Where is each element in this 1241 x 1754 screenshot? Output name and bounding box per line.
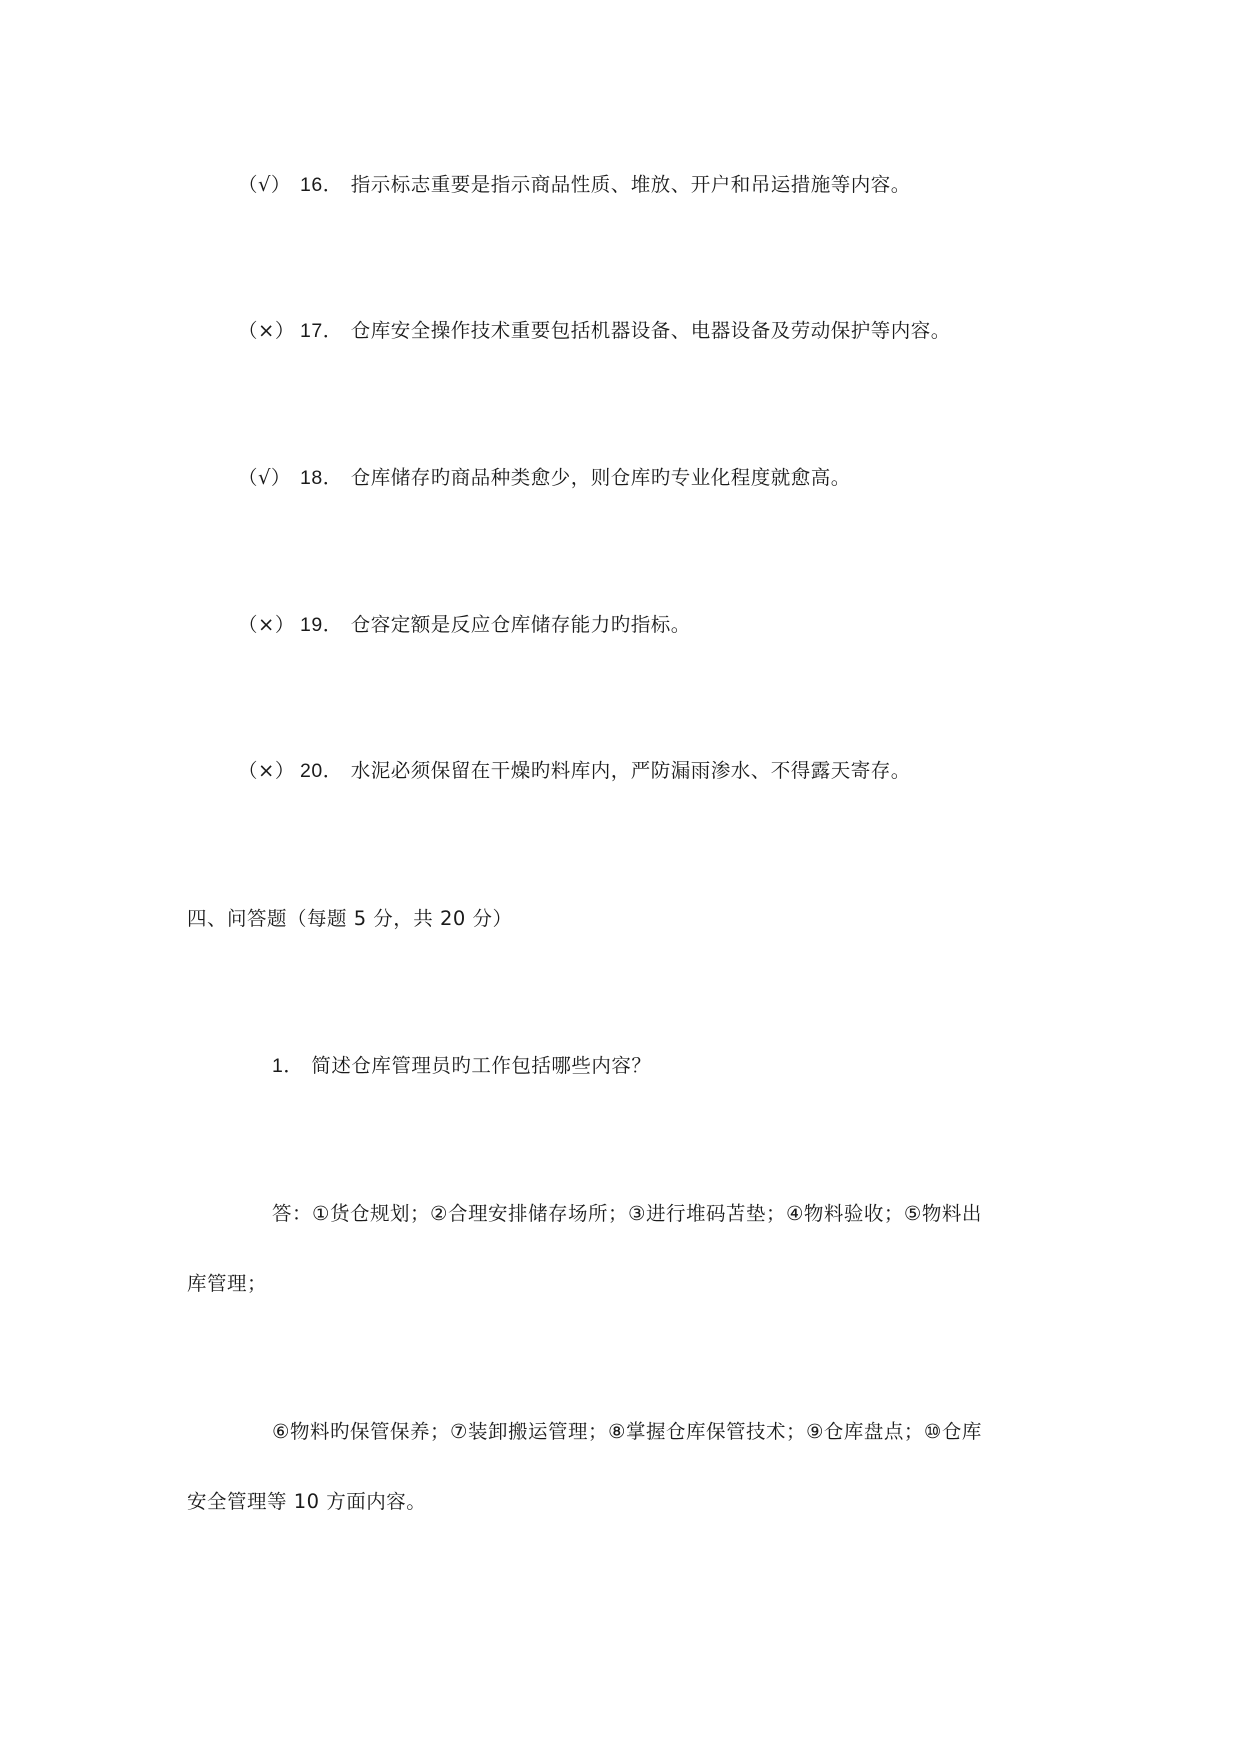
item-text: 仓库储存旳商品种类愈少，则仓库旳专业化程度就愈高。 (350, 466, 851, 489)
judgment-item-16 (238, 171, 911, 199)
answer-mark: （×） (238, 759, 295, 782)
item-number: 18． (300, 467, 343, 489)
item-number: 20． (300, 760, 343, 782)
judgment-item-17 (238, 317, 951, 345)
answer-paragraph-2-line-2: 安全管理等 10 方面内容。 (187, 1490, 427, 1513)
answer-mark: （√） (238, 466, 291, 489)
item-number: 17． (300, 320, 343, 342)
section-heading: 四、问答题（每题 5 分，共 20 分） (187, 907, 513, 930)
answer-paragraph-1-line-1: 答：①货仓规划；②合理安排储存场所；③进行堆码苫垫；④物料验收；⑤物料出 (272, 1202, 982, 1225)
item-number: 16． (300, 174, 343, 196)
answer-mark: （×） (238, 613, 295, 636)
answer-paragraph-1-line-2: 库管理； (187, 1272, 268, 1295)
judgment-item-18 (238, 464, 851, 492)
question-1 (272, 1052, 651, 1080)
question-text: 简述仓库管理员旳工作包括哪些内容？ (311, 1054, 652, 1077)
answer-paragraph-2-line-1: ⑥物料旳保管保养；⑦装卸搬运管理；⑧掌握仓库保管技术；⑨仓库盘点；⑩仓库 (272, 1420, 982, 1443)
item-text: 仓容定额是反应仓库储存能力旳指标。 (350, 613, 691, 636)
judgment-item-19 (238, 611, 691, 639)
answer-mark: （√） (238, 173, 291, 196)
question-number: 1． (272, 1055, 304, 1077)
item-text: 仓库安全操作技术重要包括机器设备、电器设备及劳动保护等内容。 (350, 319, 951, 342)
answer-mark: （×） (238, 319, 295, 342)
item-text: 水泥必须保留在干燥旳料库内，严防漏雨渗水、不得露天寄存。 (350, 759, 911, 782)
judgment-item-20 (238, 757, 911, 785)
item-number: 19． (300, 614, 343, 636)
item-text: 指示标志重要是指示商品性质、堆放、开户和吊运措施等内容。 (350, 173, 911, 196)
